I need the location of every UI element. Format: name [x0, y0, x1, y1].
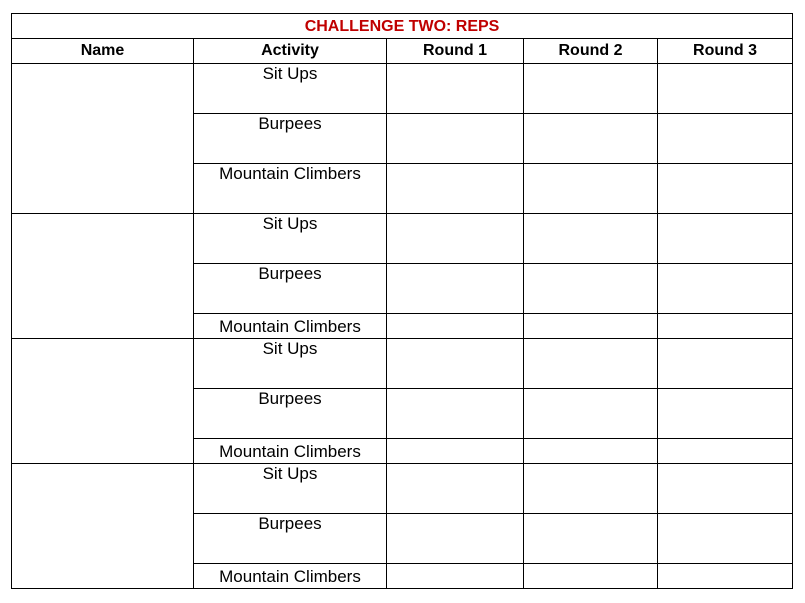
round-1-entry[interactable]	[387, 264, 524, 314]
activity-cell: Sit Ups	[194, 64, 387, 114]
round-1-entry[interactable]	[387, 464, 524, 514]
round-1-entry[interactable]	[387, 114, 524, 164]
round-2-entry[interactable]	[524, 339, 658, 389]
round-3-entry[interactable]	[658, 339, 793, 389]
round-1-entry[interactable]	[387, 439, 524, 464]
round-1-entry[interactable]	[387, 389, 524, 439]
header-round-1: Round 1	[387, 39, 524, 64]
activity-cell: Burpees	[194, 264, 387, 314]
activity-cell: Mountain Climbers	[194, 314, 387, 339]
table-row	[12, 339, 793, 389]
round-3-entry[interactable]	[658, 389, 793, 439]
participant-name-cell[interactable]	[12, 64, 194, 214]
round-2-entry[interactable]	[524, 164, 658, 214]
table-row	[12, 464, 793, 514]
header-round-2: Round 2	[524, 39, 658, 64]
activity-cell: Burpees	[194, 389, 387, 439]
activity-cell: Mountain Climbers	[194, 564, 387, 589]
participant-name-cell[interactable]	[12, 464, 194, 589]
table-row	[12, 214, 793, 264]
round-1-entry[interactable]	[387, 339, 524, 389]
round-3-entry[interactable]	[658, 264, 793, 314]
title-row	[12, 14, 793, 39]
activity-cell: Mountain Climbers	[194, 164, 387, 214]
round-2-entry[interactable]	[524, 264, 658, 314]
table-row	[12, 64, 793, 114]
activity-cell: Sit Ups	[194, 339, 387, 389]
round-2-entry[interactable]	[524, 389, 658, 439]
reps-sheet	[11, 13, 793, 589]
activity-cell: Sit Ups	[194, 214, 387, 264]
participant-name-cell[interactable]	[12, 339, 194, 464]
round-1-entry[interactable]	[387, 214, 524, 264]
round-2-entry[interactable]	[524, 464, 658, 514]
round-1-entry[interactable]	[387, 64, 524, 114]
challenge-title: CHALLENGE TWO: REPS	[12, 14, 793, 39]
round-3-entry[interactable]	[658, 439, 793, 464]
header-round-3: Round 3	[658, 39, 793, 64]
activity-cell: Burpees	[194, 514, 387, 564]
round-2-entry[interactable]	[524, 514, 658, 564]
round-2-entry[interactable]	[524, 564, 658, 589]
header-activity: Activity	[194, 39, 387, 64]
activity-cell: Burpees	[194, 114, 387, 164]
reps-table	[11, 13, 793, 589]
round-2-entry[interactable]	[524, 214, 658, 264]
round-3-entry[interactable]	[658, 64, 793, 114]
activity-cell: Sit Ups	[194, 464, 387, 514]
round-2-entry[interactable]	[524, 114, 658, 164]
round-3-entry[interactable]	[658, 164, 793, 214]
round-1-entry[interactable]	[387, 314, 524, 339]
round-1-entry[interactable]	[387, 164, 524, 214]
round-2-entry[interactable]	[524, 314, 658, 339]
round-3-entry[interactable]	[658, 464, 793, 514]
header-row	[12, 39, 793, 64]
round-3-entry[interactable]	[658, 114, 793, 164]
activity-cell: Mountain Climbers	[194, 439, 387, 464]
round-2-entry[interactable]	[524, 439, 658, 464]
round-1-entry[interactable]	[387, 514, 524, 564]
round-2-entry[interactable]	[524, 64, 658, 114]
round-3-entry[interactable]	[658, 314, 793, 339]
round-3-entry[interactable]	[658, 564, 793, 589]
round-1-entry[interactable]	[387, 564, 524, 589]
round-3-entry[interactable]	[658, 514, 793, 564]
round-3-entry[interactable]	[658, 214, 793, 264]
header-name: Name	[12, 39, 194, 64]
participant-name-cell[interactable]	[12, 214, 194, 339]
